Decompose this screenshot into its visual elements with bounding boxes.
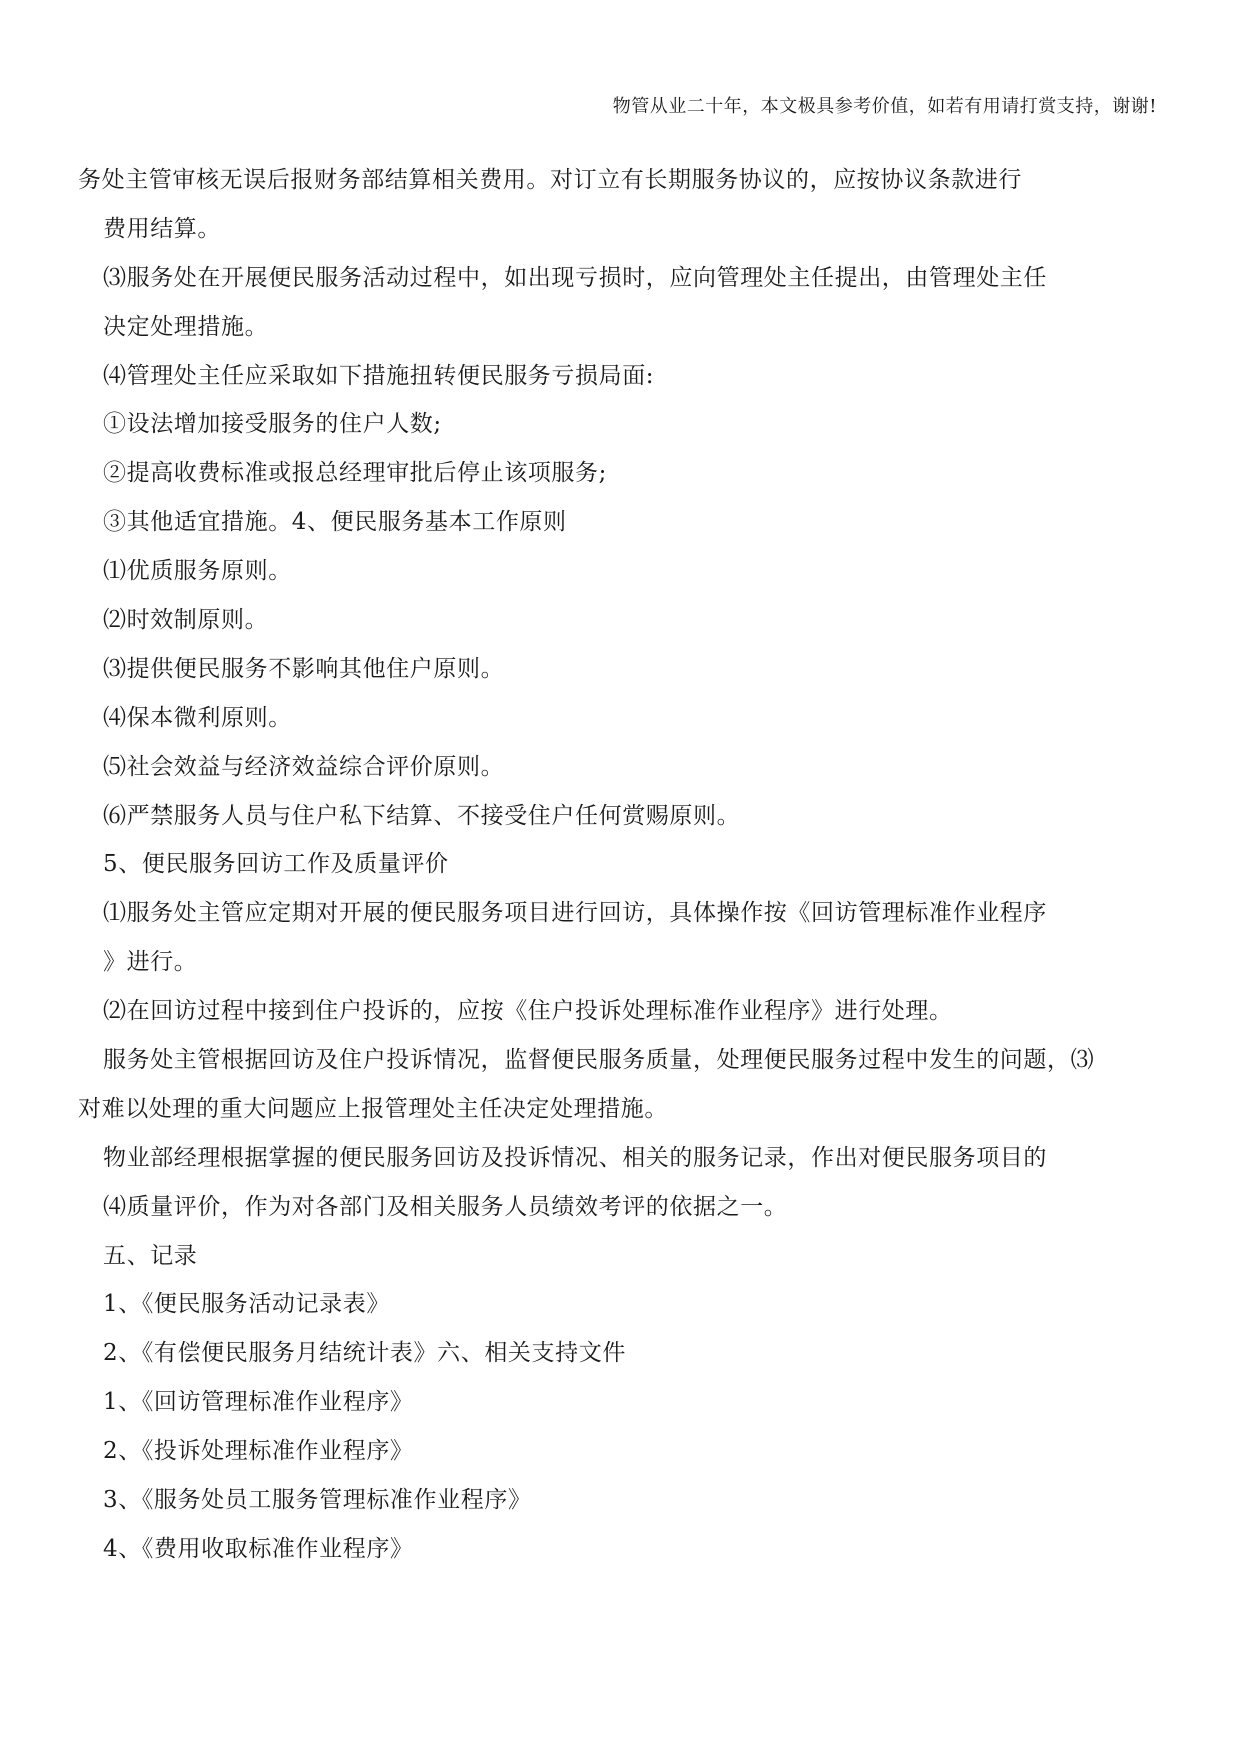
- text-line: 1、《回访管理标准作业程序》: [103, 1389, 414, 1416]
- text-line: 对难以处理的重大问题应上报管理处主任决定处理措施。: [78, 1095, 668, 1122]
- text-line: ①设法增加接受服务的住户人数;: [103, 411, 442, 438]
- text-line: ②提高收费标准或报总经理审批后停止该项服务;: [103, 460, 607, 487]
- text-line: 费用结算。: [103, 215, 221, 242]
- text-line: ⑶服务处在开展便民服务活动过程中，如出现亏损时，应向管理处主任提出，由管理处主任: [103, 264, 1047, 291]
- text-line: ⑶提供便民服务不影响其他住户原则。: [103, 655, 505, 682]
- text-line: ③其他适宜措施。4、便民服务基本工作原则: [103, 509, 567, 536]
- document-body: [78, 156, 1178, 1574]
- text-line: 务处主管审核无误后报财务部结算相关费用。对订立有长期服务协议的，应按协议条款进行: [78, 167, 1022, 193]
- text-line: 4、《费用收取标准作业程序》: [103, 1535, 414, 1562]
- text-line: 五、记录: [103, 1242, 198, 1269]
- text-line: ⑷保本微利原则。: [103, 704, 292, 731]
- text-line: ⑷质量评价，作为对各部门及相关服务人员绩效考评的依据之一。: [103, 1193, 788, 1220]
- header-note: 物管从业二十年，本文极具参考价值，如若有用请打赏支持，谢谢!: [612, 96, 1157, 117]
- text-line: ⑴优质服务原则。: [103, 558, 292, 585]
- text-line: 2、《有偿便民服务月结统计表》六、相关支持文件: [103, 1340, 626, 1367]
- text-line: 2、《投诉处理标准作业程序》: [103, 1438, 414, 1465]
- text-line: 物业部经理根据掌握的便民服务回访及投诉情况、相关的服务记录，作出对便民服务项目的: [103, 1144, 1047, 1171]
- text-line: 决定处理措施。: [103, 313, 269, 340]
- text-line: 3、《服务处员工服务管理标准作业程序》: [103, 1487, 532, 1514]
- text-line: ⑷管理处主任应采取如下措施扭转便民服务亏损局面:: [103, 362, 655, 389]
- text-line: ⑵时效制原则。: [103, 607, 269, 634]
- text-line: 5、便民服务回访工作及质量评价: [103, 851, 449, 878]
- text-line: ⑴服务处主管应定期对开展的便民服务项目进行回访，具体操作按《回访管理标准作业程序: [103, 900, 1047, 927]
- text-line: ⑹严禁服务人员与住户私下结算、不接受住户任何赏赐原则。: [103, 802, 741, 829]
- text-line: ⑵在回访过程中接到住户投诉的，应按《住户投诉处理标准作业程序》进行处理。: [103, 998, 953, 1025]
- text-line: ⑸社会效益与经济效益综合评价原则。: [103, 753, 505, 780]
- text-line: 1、《便民服务活动记录表》: [103, 1291, 390, 1318]
- text-line: 服务处主管根据回访及住户投诉情况，监督便民服务质量，处理便民服务过程中发生的问题，⑶: [103, 1047, 1095, 1074]
- text-line: 》进行。: [103, 949, 198, 976]
